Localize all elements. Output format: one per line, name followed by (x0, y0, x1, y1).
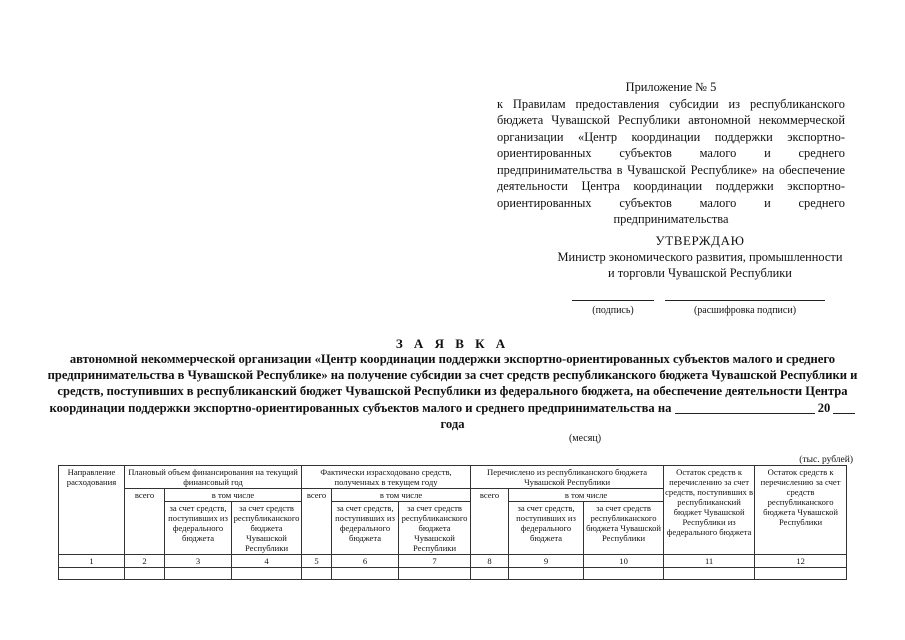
table-header-row (59, 466, 847, 489)
document-org-text (40, 351, 865, 432)
header-rest-federal: Остаток средств к перечислению за счет средств, поступивших в республиканский бюджет Чувашской Республики из федерального бюджета (664, 466, 755, 555)
column-number: 11 (664, 555, 755, 568)
header-total: всего (302, 489, 332, 555)
approval-official: Министр экономического развития, промышленности и торговли Чувашской Республики (557, 250, 843, 280)
units-label: (тыс. рублей) (799, 455, 853, 465)
org-text: автономной некоммерческой организации «Центр координации поддержки экспортно-ориентированных субъектов малого и среднего предпринимательства в Чувашской Республике» на получение субсидии за счет средств республиканского бюджета Чувашской Республики и средств, поступивших в республиканский бюджет Чувашской Республики из федерального бюджета, на обеспечение деятельности Центра координации поддержки экспортно-ориентированных субъектов малого и среднего предпринимательства на (47, 352, 858, 415)
table-cell (471, 568, 509, 580)
header-federal: за счет средств, поступивших из федерального бюджета (509, 502, 584, 555)
table-cell (584, 568, 664, 580)
header-including: в том числе (332, 489, 471, 502)
appendix-text: к Правилам предоставления субсидии из республиканского бюджета Чувашской Республики автономной некоммерческой организации «Центр координации поддержки экспортно-ориентированных субъектов малого и среднего предпринимательства в Чувашской Республике» на обеспечение деятельности Центра координации поддержки экспортно-ориентированных субъектов малого и среднего предпринимательства (497, 96, 845, 226)
column-number: 12 (755, 555, 847, 568)
table-cell (59, 568, 125, 580)
table-cell (125, 568, 165, 580)
header-federal: за счет средств, поступивших из федерального бюджета (332, 502, 399, 555)
document-title: З А Я В К А (395, 336, 510, 351)
column-number: 4 (232, 555, 302, 568)
table-cell (664, 568, 755, 580)
header-republican: за счет средств республиканского бюджета Чувашской Республики (232, 502, 302, 555)
table-cell (232, 568, 302, 580)
header-actual: Фактически израсходовано средств, полученных в текущем году (302, 466, 471, 489)
subsidy-request-table (58, 465, 847, 580)
month-blank (675, 401, 815, 414)
table-cell (755, 568, 847, 580)
year-prefix: 20 (817, 400, 831, 415)
column-number: 5 (302, 555, 332, 568)
column-number: 10 (584, 555, 664, 568)
column-number: 6 (332, 555, 399, 568)
month-caption: (месяц) (568, 433, 602, 444)
column-number: 2 (125, 555, 165, 568)
signature-decoding-line (665, 290, 825, 301)
signature-line (572, 290, 654, 301)
column-number: 1 (59, 555, 125, 568)
table-cell (399, 568, 471, 580)
table-cell (302, 568, 332, 580)
signature-decoding-caption: (расшифровка подписи) (693, 305, 797, 316)
header-including: в том числе (165, 489, 302, 502)
header-total: всего (471, 489, 509, 555)
header-planned: Плановый объем финансирования на текущий финансовый год (125, 466, 302, 489)
header-federal: за счет средств, поступивших из федерального бюджета (165, 502, 232, 555)
approval-block (555, 233, 845, 281)
column-number-row (59, 555, 847, 568)
column-number: 7 (399, 555, 471, 568)
header-republican: за счет средств республиканского бюджета Чувашской Республики (399, 502, 471, 555)
appendix-number: Приложение № 5 (625, 80, 717, 94)
signature-caption: (подпись) (592, 305, 634, 316)
appendix-block (497, 79, 845, 228)
approval-word: УТВЕРЖДАЮ (655, 233, 745, 248)
column-number: 9 (509, 555, 584, 568)
year-blank (833, 401, 855, 414)
header-total: всего (125, 489, 165, 555)
year-suffix: года (440, 416, 465, 431)
table-cell (509, 568, 584, 580)
table-row (59, 568, 847, 580)
header-transferred: Перечислено из республиканского бюджета Чувашской Республики (471, 466, 664, 489)
header-direction: Направление расходования (59, 466, 125, 555)
table-cell (332, 568, 399, 580)
header-including: в том числе (509, 489, 664, 502)
header-republican: за счет средств республиканского бюджета Чувашской Республики (584, 502, 664, 555)
header-rest-republican: Остаток средств к перечислению за счет средств республиканского бюджета Чувашской Республики (755, 466, 847, 555)
signature-decoding-field (665, 290, 825, 316)
table-cell (165, 568, 232, 580)
column-number: 8 (471, 555, 509, 568)
column-number: 3 (165, 555, 232, 568)
signature-field (572, 290, 654, 316)
